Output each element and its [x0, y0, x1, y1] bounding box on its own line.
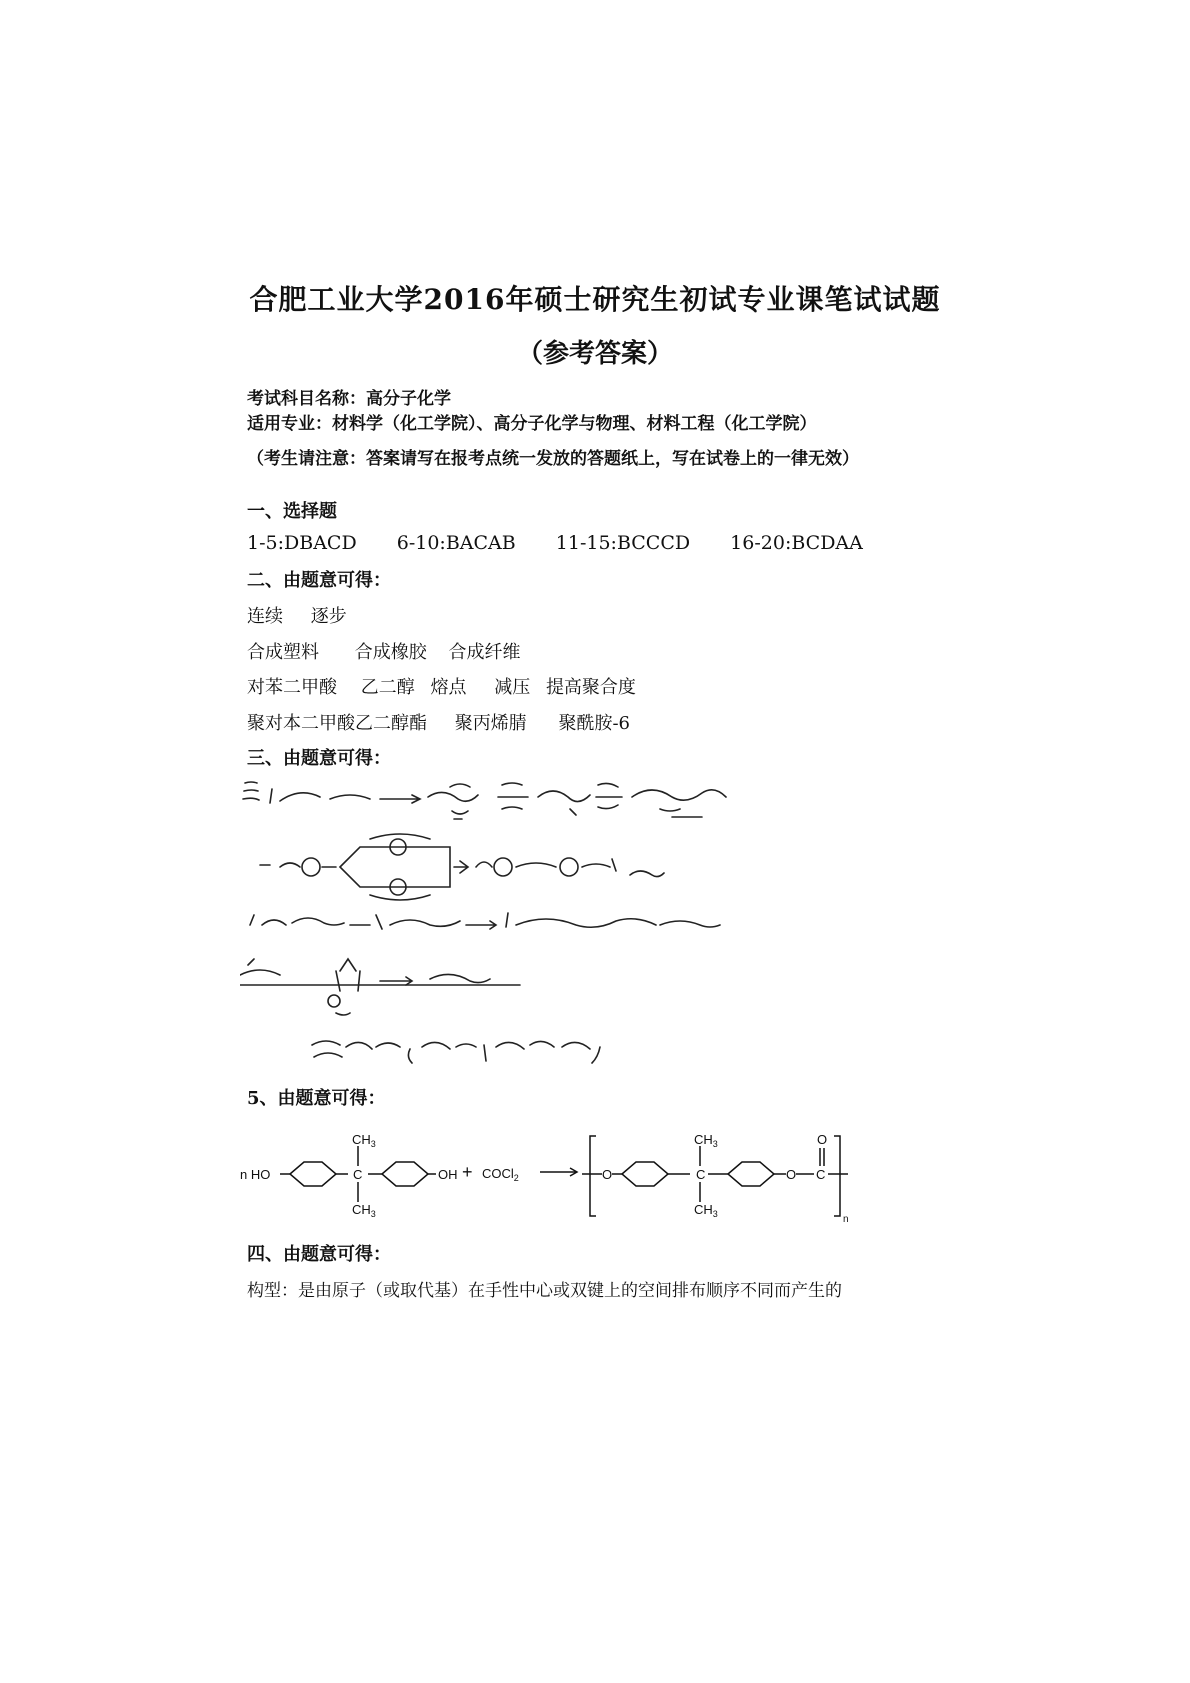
subject-label: 考试科目名称：高分子化学	[247, 389, 451, 409]
handwritten-reactions	[240, 775, 760, 1095]
exam-notice: （考生请注意：答案请写在报考点统一发放的答题纸上，写在试卷上的一律无效）	[247, 449, 859, 469]
carbonyl-oxygen: O	[817, 1132, 828, 1147]
fill-answer: 熔点	[430, 677, 467, 698]
product-methyl-top: $CH_3$	[694, 1132, 718, 1149]
fill-answer: 逐步	[310, 606, 347, 627]
polycarbonate-reaction-scheme	[240, 1126, 880, 1236]
fill-row	[247, 673, 636, 699]
answer-group: 1-5:DBACD	[247, 532, 357, 554]
fill-answer: 合成塑料	[247, 642, 319, 663]
majors-label: 适用专业：材料学（化工学院）、高分子化学与物理、材料工程（化工学院）	[247, 414, 817, 434]
answer-group: 11-15:BCCCD	[555, 532, 691, 554]
fill-row	[247, 638, 520, 664]
carbonyl-carbon: C	[816, 1167, 826, 1182]
fill-answer: 聚酰胺-6	[558, 713, 631, 734]
product-methyl-bottom: $CH_3$	[694, 1202, 718, 1219]
choice-answers	[247, 532, 863, 554]
fill-answer: 对苯二甲酸	[247, 677, 337, 698]
section5-heading: 5、由题意可得：	[247, 1088, 386, 1109]
product-central-carbon: C	[696, 1167, 706, 1182]
methyl-top: $CH_3$	[352, 1132, 376, 1149]
fill-answer: 减压	[494, 677, 531, 698]
methyl-bottom: $CH_3$	[352, 1202, 376, 1219]
fill-answer: 聚对本二甲酸乙二醇酯	[247, 713, 427, 734]
fill-answer: 聚丙烯腈	[454, 713, 527, 734]
section4-heading: 四、由题意可得：	[247, 1244, 391, 1265]
page-subtitle: （参考答案）	[516, 339, 673, 369]
reactant-prefix: n HO	[240, 1167, 271, 1182]
answer-group: 16-20:BCDAA	[730, 532, 863, 554]
fill-answer: 合成纤维	[448, 642, 521, 663]
fill-row	[247, 709, 630, 735]
phosgene-reagent: COCl$_2$	[482, 1166, 519, 1183]
hydroxyl-group: OH	[438, 1167, 458, 1182]
ether-oxygen: O	[602, 1167, 613, 1182]
fill-row	[247, 602, 347, 628]
fill-answer: 连续	[247, 606, 283, 627]
page-title: 合肥工业大学2016年硕士研究生初试专业课笔试试题	[249, 283, 941, 316]
plus-sign: +	[462, 1162, 473, 1182]
section2-heading: 二、由题意可得：	[247, 570, 391, 591]
ester-oxygen: O	[786, 1167, 797, 1182]
central-carbon: C	[353, 1167, 363, 1182]
section3-heading: 三、由题意可得：	[247, 748, 391, 769]
section1-heading: 一、选择题	[247, 501, 337, 522]
repeat-n: n	[843, 1214, 849, 1225]
answer-group: 6-10:BACAB	[396, 532, 516, 554]
fill-answer: 提高聚合度	[545, 677, 636, 698]
fill-answer: 合成橡胶	[354, 642, 427, 663]
fill-answer: 乙二醇	[360, 677, 415, 698]
configuration-definition: 构型：是由原子（或取代基）在手性中心或双键上的空间排布顺序不同而产生的	[247, 1281, 842, 1301]
